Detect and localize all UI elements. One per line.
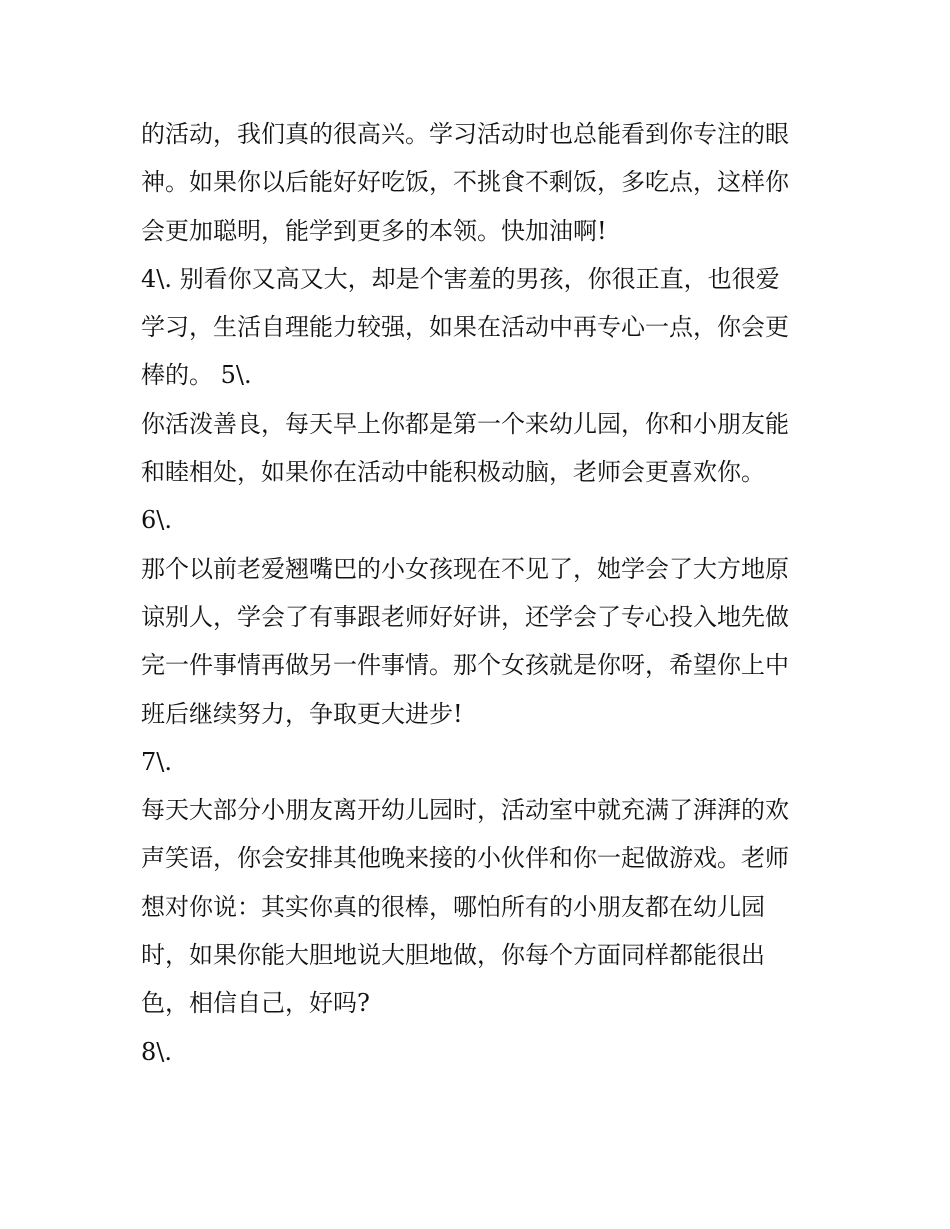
text-line: 4\. 别看你又高又大，却是个害羞的男孩，你很正直，也很爱 xyxy=(141,264,780,293)
text-line: 你活泼善良，每天早上你都是第一个来幼儿园，你和小朋友能 xyxy=(141,409,789,438)
text-line: 时，如果你能大胆地说大胆地做，你每个方面同样都能很出 xyxy=(141,941,765,970)
text-line: 学习，生活自理能力较强，如果在活动中再专心一点，你会更 xyxy=(141,313,789,342)
text-line: 声笑语，你会安排其他晚来接的小伙伴和你一起做游戏。老师 xyxy=(141,844,789,873)
text-line: 每天大部分小朋友离开幼儿园时，活动室中就充满了湃湃的欢 xyxy=(141,796,789,825)
text-line: 那个以前老爱翘嘴巴的小女孩现在不见了，她学会了大方地原 xyxy=(141,554,789,583)
text-line: 班后继续努力，争取更大进步! xyxy=(141,699,463,728)
text-line: 和睦相处，如果你在活动中能积极动脑，老师会更喜欢你。 xyxy=(141,458,765,487)
text-line: 神。如果你以后能好好吃饭，不挑食不剩饭，多吃点，这样你 xyxy=(141,168,789,197)
document-body xyxy=(141,110,821,1076)
text-line: 谅别人，学会了有事跟老师好好讲，还学会了专心投入地先做 xyxy=(141,602,789,631)
text-line: 色，相信自己，好吗? xyxy=(141,989,370,1018)
text-line: 8\. xyxy=(141,1037,172,1066)
text-line: 6\. xyxy=(141,506,172,535)
text-line: 棒的。 5\. xyxy=(141,361,252,390)
text-line: 7\. xyxy=(141,747,172,776)
text-line: 会更加聪明，能学到更多的本领。快加油啊! xyxy=(141,216,607,245)
text-line: 的活动，我们真的很高兴。学习活动时也总能看到你专注的眼 xyxy=(141,120,789,148)
text-line: 完一件事情再做另一件事情。那个女孩就是你呀，希望你上中 xyxy=(141,651,789,680)
text-line: 想对你说：其实你真的很棒，哪怕所有的小朋友都在幼儿园 xyxy=(141,892,765,921)
